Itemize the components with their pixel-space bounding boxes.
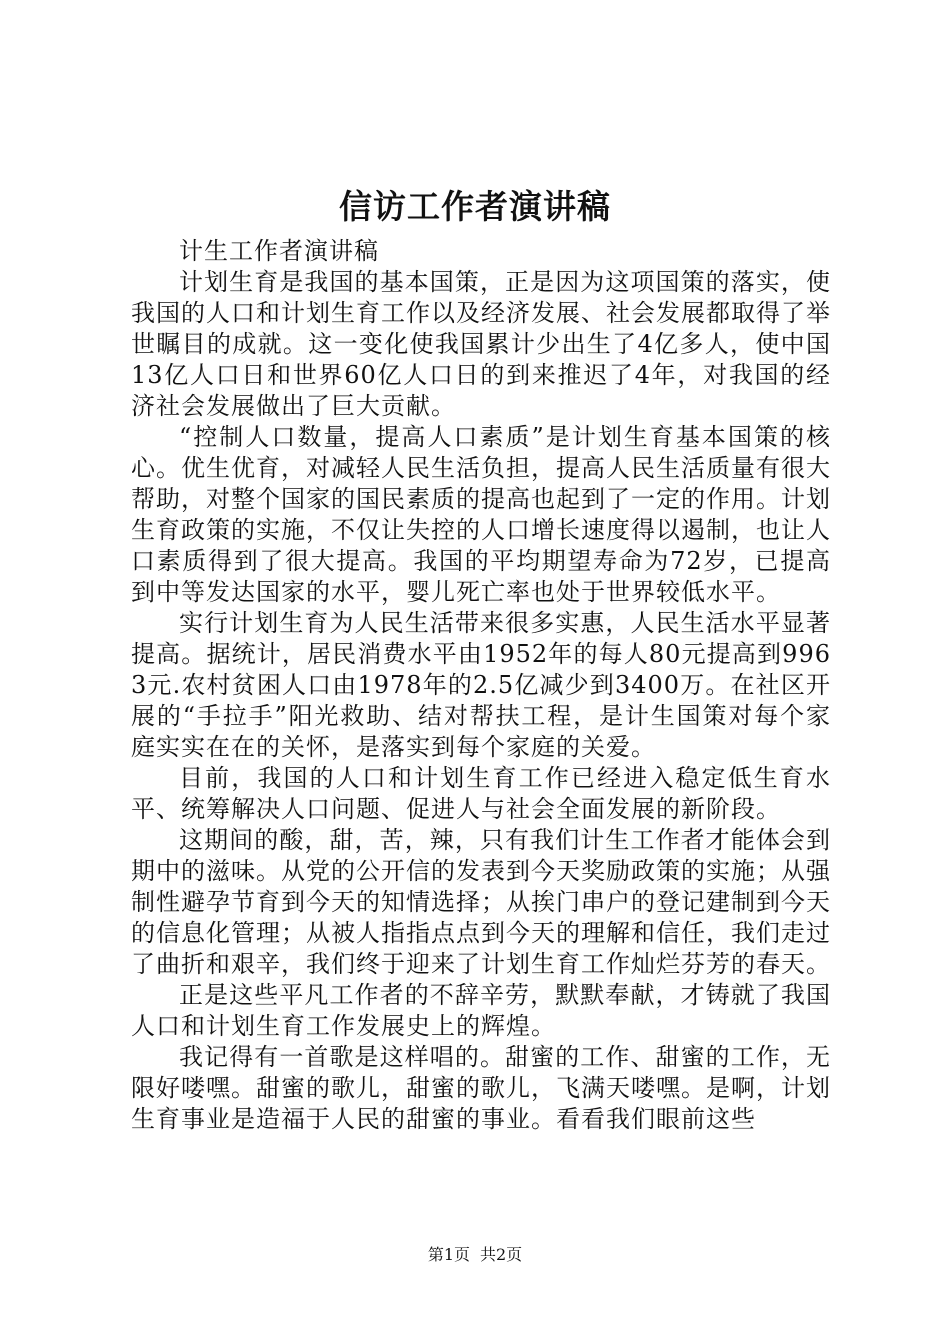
paragraph: 我记得有一首歌是这样唱的。甜蜜的工作、甜蜜的工作，无限好喽嘿。甜蜜的歌儿，甜蜜的歌儿，飞满天喽嘿。是啊，计划生育事业是造福于人民的甜蜜的事业。看看我们眼前这些: [131, 1043, 831, 1133]
paragraph: 实行计划生育为人民生活带来很多实惠，人民生活水平显著提高。据统计，居民消费水平由1952年的每人80元提高到9963元.农村贫困人口由1978年的2.5亿减少到3400万。在社区开展的“手拉手”阳光救助、结对帮扶工程，是计生国策对每个家庭实实在在的关怀，是落实到每个家庭的关爱。: [131, 609, 831, 761]
page-footer: [0, 1243, 950, 1267]
paragraph: 计划生育是我国的基本国策，正是因为这项国策的落实，使我国的人口和计划生育工作以及经济发展、社会发展都取得了举世瞩目的成就。这一变化使我国累计少出生了4亿多人，使中国13亿人口日和世界60亿人口日的到来推迟了4年，对我国的经济社会发展做出了巨大贡献。: [131, 268, 831, 420]
paragraph-subtitle: 计生工作者演讲稿: [179, 237, 379, 265]
page-total: 共2页: [480, 1245, 523, 1264]
paragraph: 目前，我国的人口和计划生育工作已经进入稳定低生育水平、统筹解决人口问题、促进人与社会全面发展的新阶段。: [131, 764, 831, 823]
paragraph: 正是这些平凡工作者的不辞辛劳，默默奉献，才铸就了我国人口和计划生育工作发展史上的辉煌。: [131, 981, 831, 1040]
paragraph: “控制人口数量，提高人口素质”是计划生育基本国策的核心。优生优育，对减轻人民生活负担，提高人民生活质量有很大帮助，对整个国家的国民素质的提高也起到了一定的作用。计划生育政策的实施，不仅让失控的人口增长速度得以遏制，也让人口素质得到了很大提高。我国的平均期望寿命为72岁，已提高到中等发达国家的水平，婴儿死亡率也处于世界较低水平。: [131, 423, 831, 606]
document-body: [131, 236, 831, 1135]
paragraph: 这期间的酸，甜，苦，辣，只有我们计生工作者才能体会到期中的滋味。从党的公开信的发表到今天奖励政策的实施；从强制性避孕节育到今天的知情选择；从挨门串户的登记建制到今天的信息化管理；从被人指指点点到今天的理解和信任，我们走过了曲折和艰辛，我们终于迎来了计划生育工作灿烂芬芳的春天。: [131, 826, 831, 978]
page-number: 第1页: [427, 1245, 470, 1264]
document-title: 信访工作者演讲稿: [339, 187, 611, 226]
